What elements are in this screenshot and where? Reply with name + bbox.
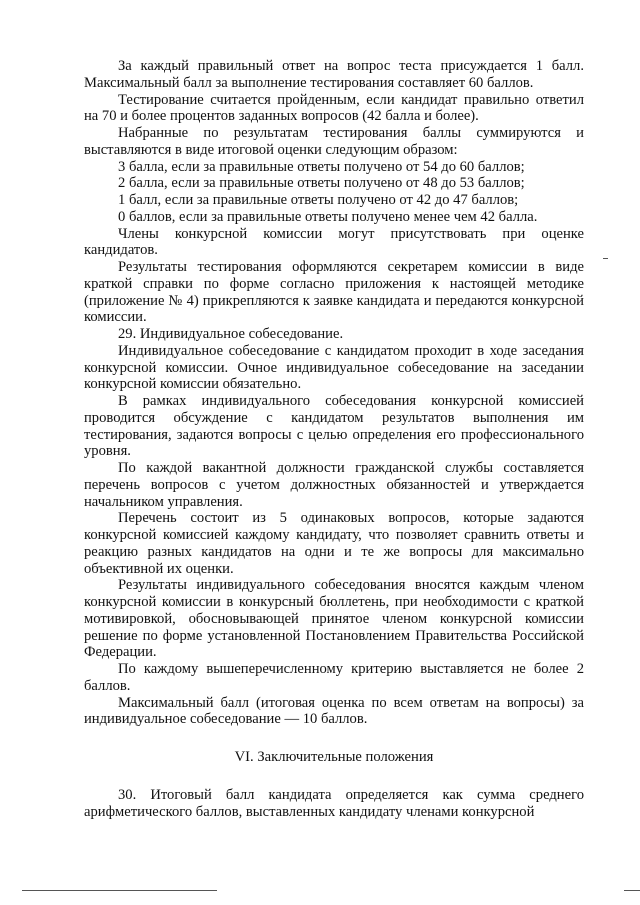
document-body <box>84 58 584 820</box>
clause-29-title: 29. Индивидуальное собеседование. <box>118 326 344 342</box>
list-item-1-point: 1 балл, если за правильные ответы получено от 42 до 47 баллов; <box>118 192 519 208</box>
paragraph-commission-members: Члены конкурсной комиссии могут присутствовать при оценке кандидатов. <box>84 225 584 259</box>
list-item-0-points: 0 баллов, если за правильные ответы получено менее чем 42 балла. <box>118 208 538 225</box>
paragraph-interview-results: Результаты индивидуального собеседования вносятся каждым членом конкурсной комиссии в конкурсный бюллетень, при необходимости с краткой мотивировкой, обосновывающей принятое членом конкурсной комиссии решение по форме установленной Постановлением Правительства Российской Федерации. <box>84 577 584 661</box>
paragraph-five-questions: Перечень состоит из 5 одинаковых вопросов, которые задаются конкурсной комиссией каждому кандидату, что позволяет сравнить ответы и реакцию разных кандидатов на одни и те же вопросы для максимально объективной их оценки. <box>84 510 584 577</box>
paragraph-test-score: За каждый правильный ответ на вопрос теста присуждается 1 балл. Максимальный балл за выполнение тестирования составляет 60 баллов. <box>84 58 584 91</box>
paragraph-question-list: По каждой вакантной должности гражданской службы составляется перечень вопросов с учетом должностных обязанностей и утверждается начальником управления. <box>84 460 584 510</box>
footer-rule-right <box>624 890 640 891</box>
paragraph-interview-discussion: В рамках индивидуального собеседования конкурсной комиссией проводится обсуждение с кандидатом результатов выполнения им тестирования, задаются вопросы с целью определения его профессионального уровня. <box>84 393 584 460</box>
margin-mark <box>603 258 608 259</box>
section-heading: VI. Заключительные положения <box>234 749 434 765</box>
paragraph-test-results: Результаты тестирования оформляются секретарем комиссии в виде краткой справки по форме согласно приложения к настоящей методике (приложение № 4) прикрепляются к заявке кандидата и передаются конкурсной комиссии. <box>84 259 584 326</box>
footer-rule <box>22 890 217 891</box>
paragraph-test-passed: Тестирование считается пройденным, если кандидат правильно ответил на 70 и более процентов заданных вопросов (42 балла и более). <box>84 91 584 125</box>
list-item-3-points: 3 балла, если за правильные ответы получено от 54 до 60 баллов; <box>118 158 525 175</box>
paragraph-interview-meeting: Индивидуальное собеседование с кандидатом проходит в ходе заседания конкурсной комиссии. Очное индивидуальное собеседование на заседании конкурсной комиссии обязательно. <box>84 342 584 393</box>
paragraph-score-summation: Набранные по результатам тестирования баллы суммируются и выставляются в виде итоговой оценки следующим образом: <box>84 125 584 158</box>
paragraph-max-interview-score: Максимальный балл (итоговая оценка по всем ответам на вопросы) за индивидуальное собеседование — 10 баллов. <box>84 694 584 728</box>
list-item-2-points: 2 балла, если за правильные ответы получено от 48 до 53 баллов; <box>118 175 525 192</box>
paragraph-criterion-points: По каждому вышеперечисленному критерию выставляется не более 2 баллов. <box>84 661 584 694</box>
clause-30-paragraph: 30. Итоговый балл кандидата определяется как сумма среднего арифметического баллов, выставленных кандидату членами конкурсной <box>84 786 584 820</box>
